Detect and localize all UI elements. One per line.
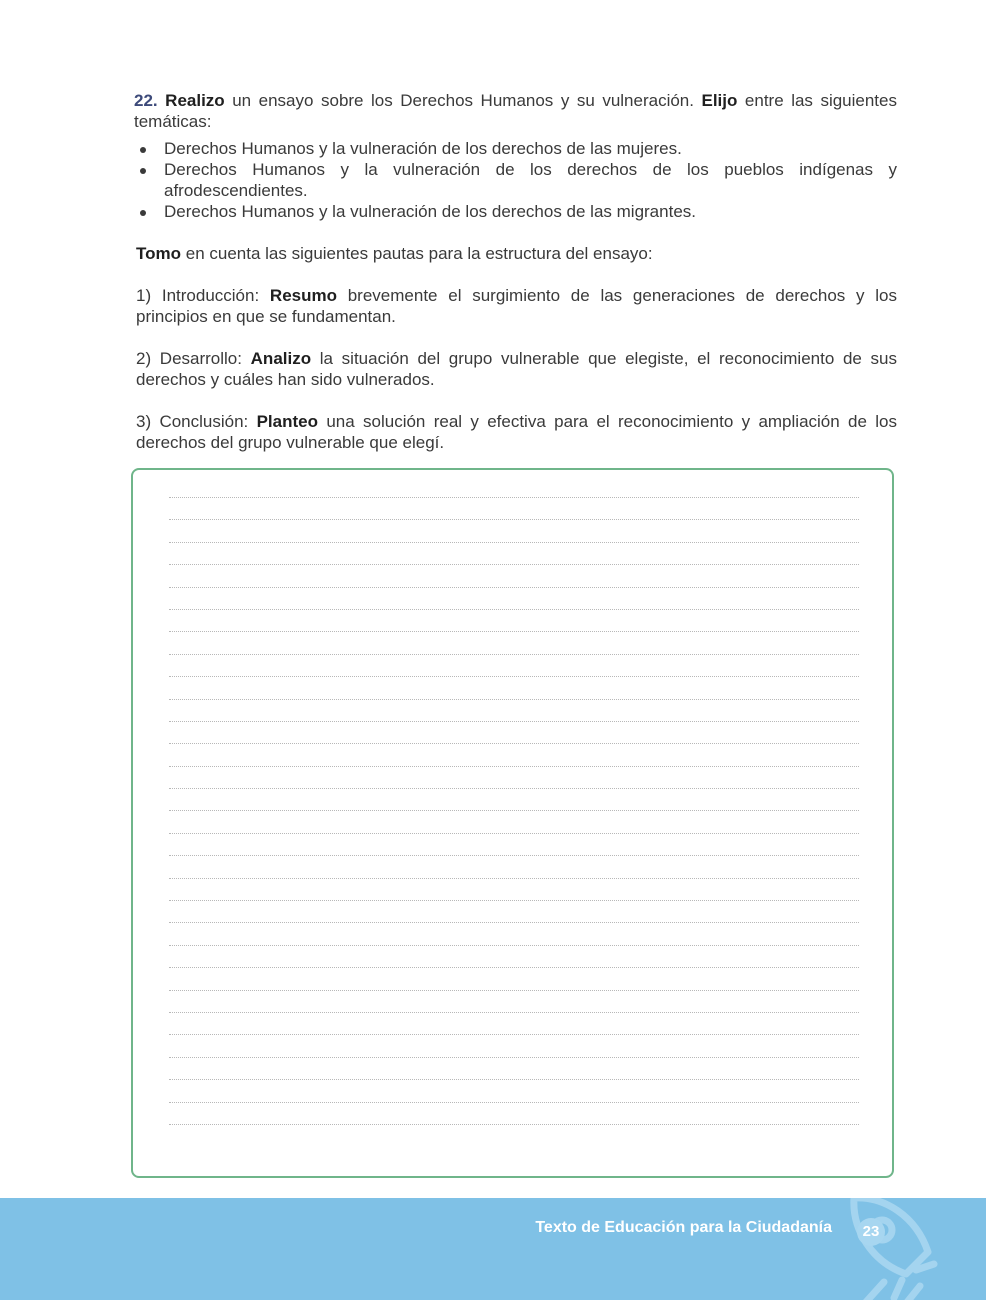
writing-line — [169, 1012, 859, 1013]
step-text: la situación del grupo vulnerable que elegiste, el reconocimiento de sus derechos y cuáles han sido vulnerados. — [136, 349, 897, 389]
writing-line — [169, 878, 859, 879]
step-text: una solución real y efectiva para el reconocimiento y ampliación de los derechos del grupo vulnerable que elegí. — [136, 412, 897, 452]
guidelines-intro — [136, 243, 897, 264]
writing-line — [169, 743, 859, 744]
rocket-icon — [824, 1198, 954, 1300]
step-verb: Resumo — [269, 286, 337, 305]
step-verb: Planteo — [256, 412, 318, 431]
writing-line — [169, 631, 859, 632]
page-number: 23 — [857, 1218, 885, 1246]
writing-line — [169, 1079, 859, 1080]
question-prompt — [134, 90, 897, 132]
writing-line — [169, 587, 859, 588]
writing-line — [169, 990, 859, 991]
step-development — [136, 348, 897, 390]
step-label: 2) Desarrollo: — [136, 349, 251, 368]
writing-lines — [169, 497, 859, 1146]
step-verb: Analizo — [250, 349, 312, 368]
page-footer — [0, 1198, 986, 1300]
theme-list — [134, 138, 897, 222]
writing-line — [169, 855, 859, 856]
writing-line — [169, 609, 859, 610]
exercise-content — [134, 90, 897, 453]
question-verb-1: Realizo — [165, 91, 225, 110]
step-label: 3) Conclusión: — [136, 412, 257, 431]
writing-line — [169, 900, 859, 901]
writing-line — [169, 1124, 859, 1125]
footer-title: Texto de Educación para la Ciudadanía — [535, 1219, 832, 1236]
step-label: 1) Introducción: — [136, 286, 270, 305]
writing-line — [169, 564, 859, 565]
guidelines-verb: Tomo — [136, 244, 182, 263]
step-introduction — [136, 285, 897, 327]
writing-line — [169, 676, 859, 677]
writing-line — [169, 542, 859, 543]
writing-line — [169, 1034, 859, 1035]
writing-box[interactable] — [131, 468, 894, 1178]
question-number: 22. — [134, 91, 158, 110]
writing-line — [169, 721, 859, 722]
writing-line — [169, 699, 859, 700]
step-text: brevemente el surgimiento de las generaciones de derechos y los principios en que se fundamentan. — [136, 286, 897, 326]
theme-item: Derechos Humanos y la vulneración de los derechos de los pueblos indígenas y afrodescendientes. — [134, 159, 897, 201]
step-conclusion — [136, 411, 897, 453]
writing-line — [169, 945, 859, 946]
writing-line — [169, 833, 859, 834]
question-verb-2: Elijo — [701, 91, 738, 110]
writing-line — [169, 519, 859, 520]
writing-line — [169, 497, 859, 498]
writing-line — [169, 1057, 859, 1058]
writing-line — [169, 922, 859, 923]
theme-item: Derechos Humanos y la vulneración de los derechos de las mujeres. — [134, 138, 897, 159]
question-text-1: un ensayo sobre los Derechos Humanos y su vulneración. — [224, 91, 702, 110]
writing-line — [169, 788, 859, 789]
guidelines-text: en cuenta las siguientes pautas para la estructura del ensayo: — [181, 244, 653, 263]
writing-line — [169, 654, 859, 655]
writing-line — [169, 967, 859, 968]
writing-line — [169, 810, 859, 811]
theme-item: Derechos Humanos y la vulneración de los derechos de las migrantes. — [134, 201, 897, 222]
question-text-2: entre las siguientes temáticas: — [134, 91, 897, 131]
writing-line — [169, 1102, 859, 1103]
writing-line — [169, 766, 859, 767]
